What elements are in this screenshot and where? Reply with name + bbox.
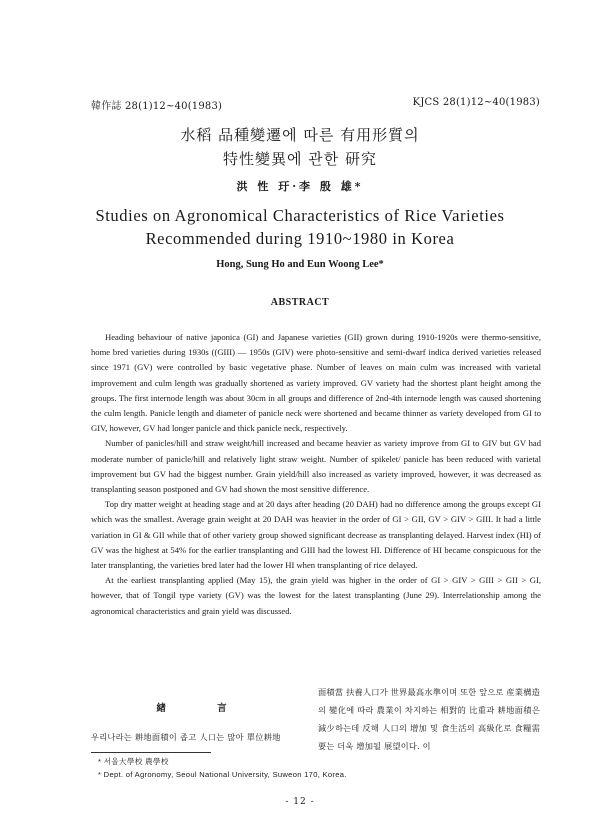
korean-authors: 洪 性 玗·李 殷 雄* — [236, 180, 364, 193]
abstract-heading: ABSTRACT — [270, 297, 330, 308]
journal-citation-english: KJCS 28(1)12~40(1983) — [412, 97, 540, 108]
abstract-paragraph-1: Heading behaviour of native japonica (GI) and Japanese varieties (GII) grown during 1910-1920s were thermo-sensitive, home bred varieties during 1930s ((GIII) — 1950s (GIV) were photo-sensitive and semi-dwarf indica derived varieties released since 1971 (GV) were controlled by basic vegetative phase. Number of leaves on main culm was increased with varietal improvement and culm length was gradually shortened as variety improved. GV variety had the shortest plant height among the groups. The first internode length was about 30cm in all groups and difference of 2nd-4th internode length was caused shortening the culm length. Panicle length and diameter of panicle neck were shortened and became thinner as variety developed from GI to GIV, however, GV had longer panicle and thick panicle neck, respectively. — [91, 332, 541, 434]
english-authors: Hong, Sung Ho and Eun Woong Lee* — [216, 259, 384, 270]
english-title-line2: Recommended during 1910~1980 in Korea — [145, 229, 455, 248]
intro-left-text: 우리나라는 耕地面積이 좁고 人口는 많아 單位耕地 — [91, 732, 281, 742]
footnote-divider — [91, 752, 211, 753]
page-number: - 12 - — [285, 797, 315, 807]
intro-heading: 緖 言 — [156, 703, 251, 714]
abstract-paragraph-4: At the earliest transplanting applied (May 15), the grain yield was higher in the order of GI > GIV > GIII > GII > GI, however, that of Tongil type variety (GV) was the lowest for the latest transplanting (June 29). Interrelationship among the agronomical characteristics and grain yield was discussed. — [91, 575, 541, 616]
intro-right-column: 面積當 扶養人口가 世界最高水準이며 또한 앞으로 産業構造의 變化에 따라 農業이 차지하는 相對的 比重과 耕地面積은 減少하는데 反해 人口의 增加 및 食生活의 高級化로 食糧需要는 더욱 增加될 展望이다. 이 — [318, 687, 540, 751]
abstract-paragraph-2: Number of panicles/hill and straw weight/hill increased and became heavier as variety improve from GI to GIV but GV had moderate number of panicle/hill and relatively light straw weight. Number of spikelet/ panicle has been reduced with varietal improvement but GV had the biggest number. Grain yield/hill also increased as variety improved, however, it was decreased as transplanting season postponed and GV had shown the most sensitive difference. — [91, 438, 541, 495]
footnotes — [98, 755, 347, 781]
footnote-english: * Dept. of Agronomy, Seoul National University, Suweon 170, Korea. — [98, 770, 347, 779]
footnote-korean: * 서울大學校 農學校 — [98, 757, 169, 766]
korean-title-line1: 水稻 品種變遷에 따른 有用形質의 — [180, 126, 420, 144]
intro-left-column — [91, 690, 306, 745]
abstract-body — [91, 330, 541, 619]
korean-title-line2: 特性變異에 관한 研究 — [222, 150, 377, 168]
journal-citation-korean: 韓作誌 28(1)12~40(1983) — [91, 101, 223, 112]
english-title-line1: Studies on Agronomical Characteristics of Rice Varieties — [95, 206, 505, 225]
abstract-paragraph-3: Top dry matter weight at heading stage and at 20 days after heading (20 DAH) had no difference among the groups except GI which was the smallest. Average grain weight at 20 DAH was heavier in the order of GI > GII, GV > GIV > GIII. It had a little variation in GI & GII while that of other variety group showed significant decrease as transplanting delayed. Harvest index (HI) of GV was the highest at 54% for the earlier transplanting and GIII had the lowest HI. Difference of HI became conspicuous for the later transplanting, the varieties bred later had the lower HI when transplanting of rice delayed. — [91, 499, 541, 571]
